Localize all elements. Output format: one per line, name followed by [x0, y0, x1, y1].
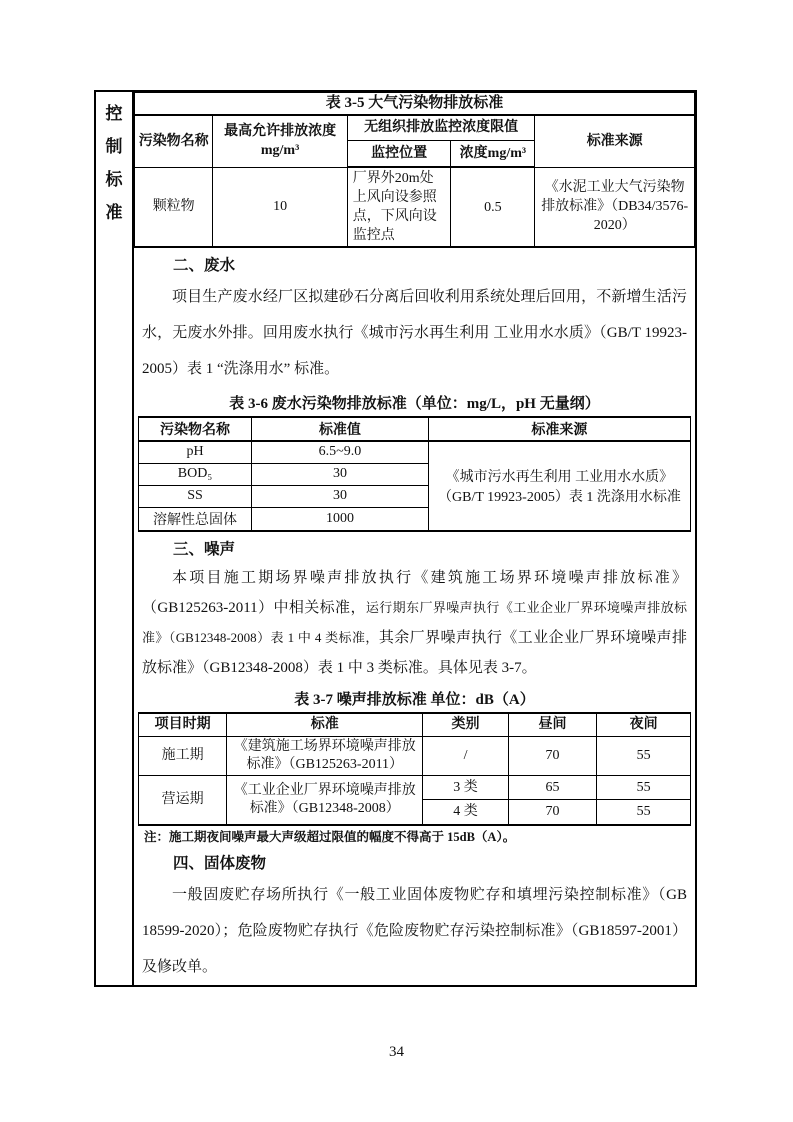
- page-number: 34: [389, 1044, 404, 1060]
- col-header-standard: 标准: [227, 713, 423, 737]
- cell-standard: 《建筑施工场界环境噪声排放标准》（GB125263-2011）: [227, 737, 423, 776]
- section-heading-solid-waste: 四、固体废物: [173, 854, 267, 872]
- table-3-7-footnote: 注：施工期夜间噪声最大声级超过限值的幅度不得高于 15dB（A）。: [144, 829, 516, 844]
- col-header-pollutant: 污染物名称: [138, 417, 251, 441]
- section-heading-wastewater: 二、废水: [173, 257, 236, 274]
- form-content-cell: [134, 92, 695, 985]
- solid-waste-paragraph: 一般固废贮存场所执行《一般工业固体废物贮存和填埋污染控制标准》（GB 18599-2020）；危险废物贮存执行《危险废物贮存污染控制标准》（GB18597-2001）及修改单。: [142, 886, 687, 975]
- row-header-label: 控制标准: [105, 104, 123, 222]
- cell-pollutant: 溶解性总固体: [138, 507, 251, 531]
- row-header-cell: [96, 92, 134, 985]
- cell-max-concentration: 10: [213, 167, 347, 247]
- table-3-5-air-emission-standards: [134, 92, 695, 248]
- wastewater-paragraph: 项目生产废水经厂区拟建砂石分离后回收利用系统处理后回用，不新增生活污水，无废水外排。回用废水执行《城市污水再生利用 工业用水水质》（GB/T 19923-2005）表 1 “洗涤用水” 标准。: [142, 289, 687, 377]
- form-section-box: [94, 90, 697, 987]
- col-header-fugitive-concentration: 浓度mg/m³: [451, 140, 535, 167]
- cell-category: 3 类: [423, 776, 509, 800]
- col-header-max-concentration: [213, 115, 347, 167]
- cell-nighttime: 55: [597, 800, 691, 825]
- cell-category: 4 类: [423, 800, 509, 825]
- cell-monitor-position: 厂界外20m处上风向设参照点，下风向设监控点: [347, 167, 451, 247]
- max-concentration-line1: 最高允许排放浓度: [224, 124, 337, 140]
- col-header-daytime: 昼间: [508, 713, 596, 737]
- cell-pollutant-name: 颗粒物: [135, 167, 213, 247]
- cell-fugitive-concentration: 0.5: [451, 167, 535, 247]
- noise-paragraph-segment-3: 其余厂界噪声执行《工业企业厂界环境噪声排放标准》（GB12348-2008）表 1 中 3 类标准。具体见表 3-7。: [142, 629, 687, 676]
- cell-standard-source: 《城市污水再生利用 工业用水水质》（GB/T 19923-2005）表 1 洗涤用水标准: [428, 441, 690, 531]
- cell-value: 1000: [252, 507, 429, 531]
- table-3-5-title: 表 3-5 大气污染物排放标准: [135, 93, 695, 116]
- col-header-nighttime: 夜间: [597, 713, 691, 737]
- cell-nighttime: 55: [597, 737, 691, 776]
- cell-period: 营运期: [138, 776, 226, 825]
- cell-pollutant: BOD₅: [138, 463, 251, 485]
- cell-value: 30: [252, 463, 429, 485]
- table-3-7-title: 表 3-7 噪声排放标准 单位：dB（A）: [294, 691, 535, 708]
- col-header-category: 类别: [423, 713, 509, 737]
- col-header-source: 标准来源: [535, 115, 695, 167]
- section-heading-noise: 三、噪声: [173, 540, 236, 558]
- col-header-monitor-position: 监控位置: [347, 140, 451, 167]
- cell-daytime: 65: [508, 776, 596, 800]
- table-3-6-wastewater-standards: [138, 416, 691, 532]
- cell-nighttime: 55: [597, 776, 691, 800]
- col-header-period: 项目时期: [138, 713, 226, 737]
- noise-paragraph-segment-2: 运行期东厂界噪声执行《工业企业厂界环境噪声排放标准》（GB12348-2008）表 1 中 4 类标准，: [142, 599, 687, 645]
- col-header-fugitive-group: 无组织排放监控浓度限值: [347, 115, 535, 140]
- noise-paragraph: [134, 563, 695, 683]
- noise-paragraph-segment-1: 本项目施工期场界噪声排放执行《建筑施工场界环境噪声排放标准》（GB125263-2011）中相关标准，: [142, 569, 687, 616]
- col-header-pollutant: 污染物名称: [135, 115, 213, 167]
- cell-pollutant: SS: [138, 485, 251, 507]
- table-row: [138, 441, 690, 463]
- cell-daytime: 70: [508, 800, 596, 825]
- cell-category: /: [423, 737, 509, 776]
- table-3-7-noise-standards: [138, 712, 691, 826]
- cell-value: 30: [252, 485, 429, 507]
- cell-period: 施工期: [138, 737, 226, 776]
- col-header-standard-value: 标准值: [252, 417, 429, 441]
- cell-standard: 《工业企业厂界环境噪声排放标准》（GB12348-2008）: [227, 776, 423, 825]
- table-row-operation-class3: [138, 776, 690, 800]
- cell-standard-source: 《水泥工业大气污染物排放标准》（DB34/3576-2020）: [535, 167, 695, 247]
- table-3-6-title: 表 3-6 废水污染物排放标准（单位：mg/L，pH 无量纲）: [229, 396, 600, 412]
- cell-value: 6.5~9.0: [252, 441, 429, 463]
- col-header-source: 标准来源: [428, 417, 690, 441]
- table-row-construction: [138, 737, 690, 776]
- max-concentration-unit: mg/m³: [260, 143, 300, 159]
- cell-pollutant: pH: [138, 441, 251, 463]
- cell-daytime: 70: [508, 737, 596, 776]
